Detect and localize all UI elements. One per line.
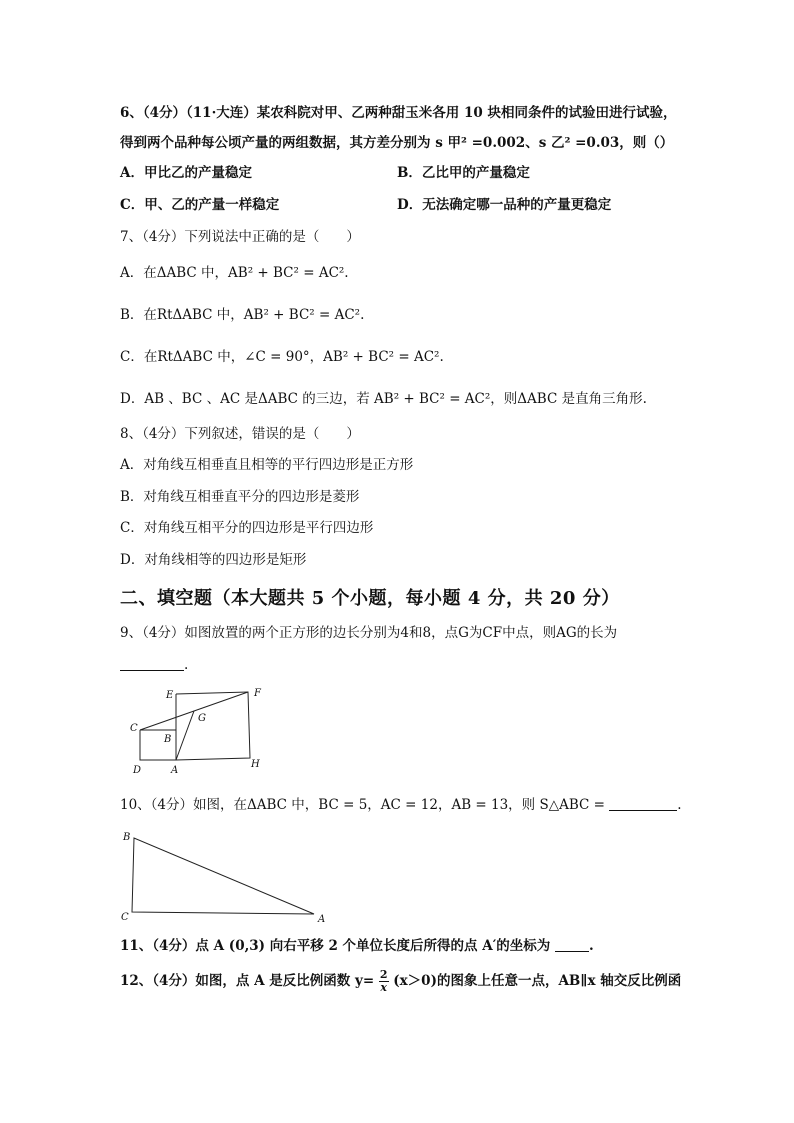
q11-stem-line (120, 937, 594, 955)
q6-option-b: B．乙比甲的产量稳定 (397, 165, 530, 181)
q10-label-a: A (318, 914, 326, 925)
q6-option-a: A．甲比乙的产量稳定 (120, 165, 252, 181)
q10-answer-blank[interactable] (609, 796, 677, 811)
q11-stem: 11、（4分）点 A (0,3) 向右平移 2 个单位长度后所得的点 A′的坐标为 (120, 938, 551, 954)
q6-stem-line1: 6、（4分）（11·大连）某农科院对甲、乙两种甜玉米各用 10 块相同条件的试验田进行试验， (120, 105, 677, 121)
q7-option-a: A．在ΔABC 中，AB² + BC² = AC². (120, 265, 349, 281)
q9-label-a: A (171, 765, 179, 776)
q9-squares-figure (128, 684, 268, 776)
q7-option-b: B．在RtΔABC 中，AB² + BC² = AC². (120, 307, 365, 323)
q7-option-c: C．在RtΔABC 中，∠C = 90°，AB² + BC² = AC². (120, 349, 444, 365)
q8-option-d: D．对角线相等的四边形是矩形 (120, 552, 307, 568)
q9-segment-ag (176, 711, 194, 760)
q9-label-b: B (164, 734, 172, 745)
q8-option-c: C．对角线互相平分的四边形是平行四边形 (120, 520, 374, 536)
q10-triangle-figure (118, 826, 338, 926)
q9-end-period: . (184, 657, 189, 673)
q9-label-c: C (130, 723, 138, 734)
q12-fraction-numerator: 2 (379, 968, 388, 981)
q10-stem: 10、（4分）如图，在ΔABC 中，BC = 5，AC = 12，AB = 13，则 S△ABC = (120, 797, 605, 813)
q9-label-f: F (254, 688, 261, 699)
q9-stem: 9、（4分）如图放置的两个正方形的边长分别为4和8，点G为CF中点，则AG的长为 (120, 625, 618, 641)
q8-option-b: B．对角线互相垂直平分的四边形是菱形 (120, 489, 360, 505)
q8-option-a: A．对角线互相垂直且相等的平行四边形是正方形 (120, 457, 414, 473)
q12-fraction-denominator: x (380, 981, 387, 994)
q11-end-period: . (589, 938, 594, 954)
q11-answer-blank[interactable] (555, 937, 589, 952)
q8-stem: 8、（4分）下列叙述，错误的是（ ） (120, 426, 360, 442)
q7-stem: 7、（4分）下列说法中正确的是（ ） (120, 229, 360, 245)
q7-option-d: D．AB 、BC 、AC 是ΔABC 的三边，若 AB² + BC² = AC²，则ΔABC 是直角三角形. (120, 391, 647, 407)
q10-label-c: C (121, 912, 129, 923)
q10-label-b: B (123, 832, 131, 843)
q6-option-c: C．甲、乙的产量一样稳定 (120, 197, 280, 213)
q9-answer-line (120, 656, 188, 674)
q6-option-d: D．无法确定哪一品种的产量更稳定 (397, 197, 612, 213)
q12-fraction (379, 969, 389, 994)
q9-label-d: D (133, 765, 142, 776)
q10-triangle-abc (132, 838, 314, 914)
q10-end-period: . (677, 797, 682, 813)
q12-stem-line (120, 968, 681, 994)
q9-answer-blank[interactable] (120, 656, 184, 671)
q12-stem-pre: 12、（4分）如图，点 A 是反比例函数 y= (120, 973, 375, 989)
q10-stem-line (120, 796, 682, 814)
q9-label-h: H (251, 759, 260, 770)
q9-label-e: E (166, 690, 174, 701)
q9-label-g: G (198, 713, 206, 724)
section-fill-in-blank-title: 二、填空题（本大题共 5 个小题，每小题 4 分，共 20 分） (120, 588, 620, 609)
q6-stem-line2: 得到两个品种每公顷产量的两组数据，其方差分别为 s 甲² =0.002、s 乙² =0.03，则（） (120, 135, 674, 151)
q12-stem-post: (x＞0)的图象上任意一点，AB∥x 轴交反比例函 (393, 973, 682, 989)
q9-large-square (176, 692, 250, 760)
